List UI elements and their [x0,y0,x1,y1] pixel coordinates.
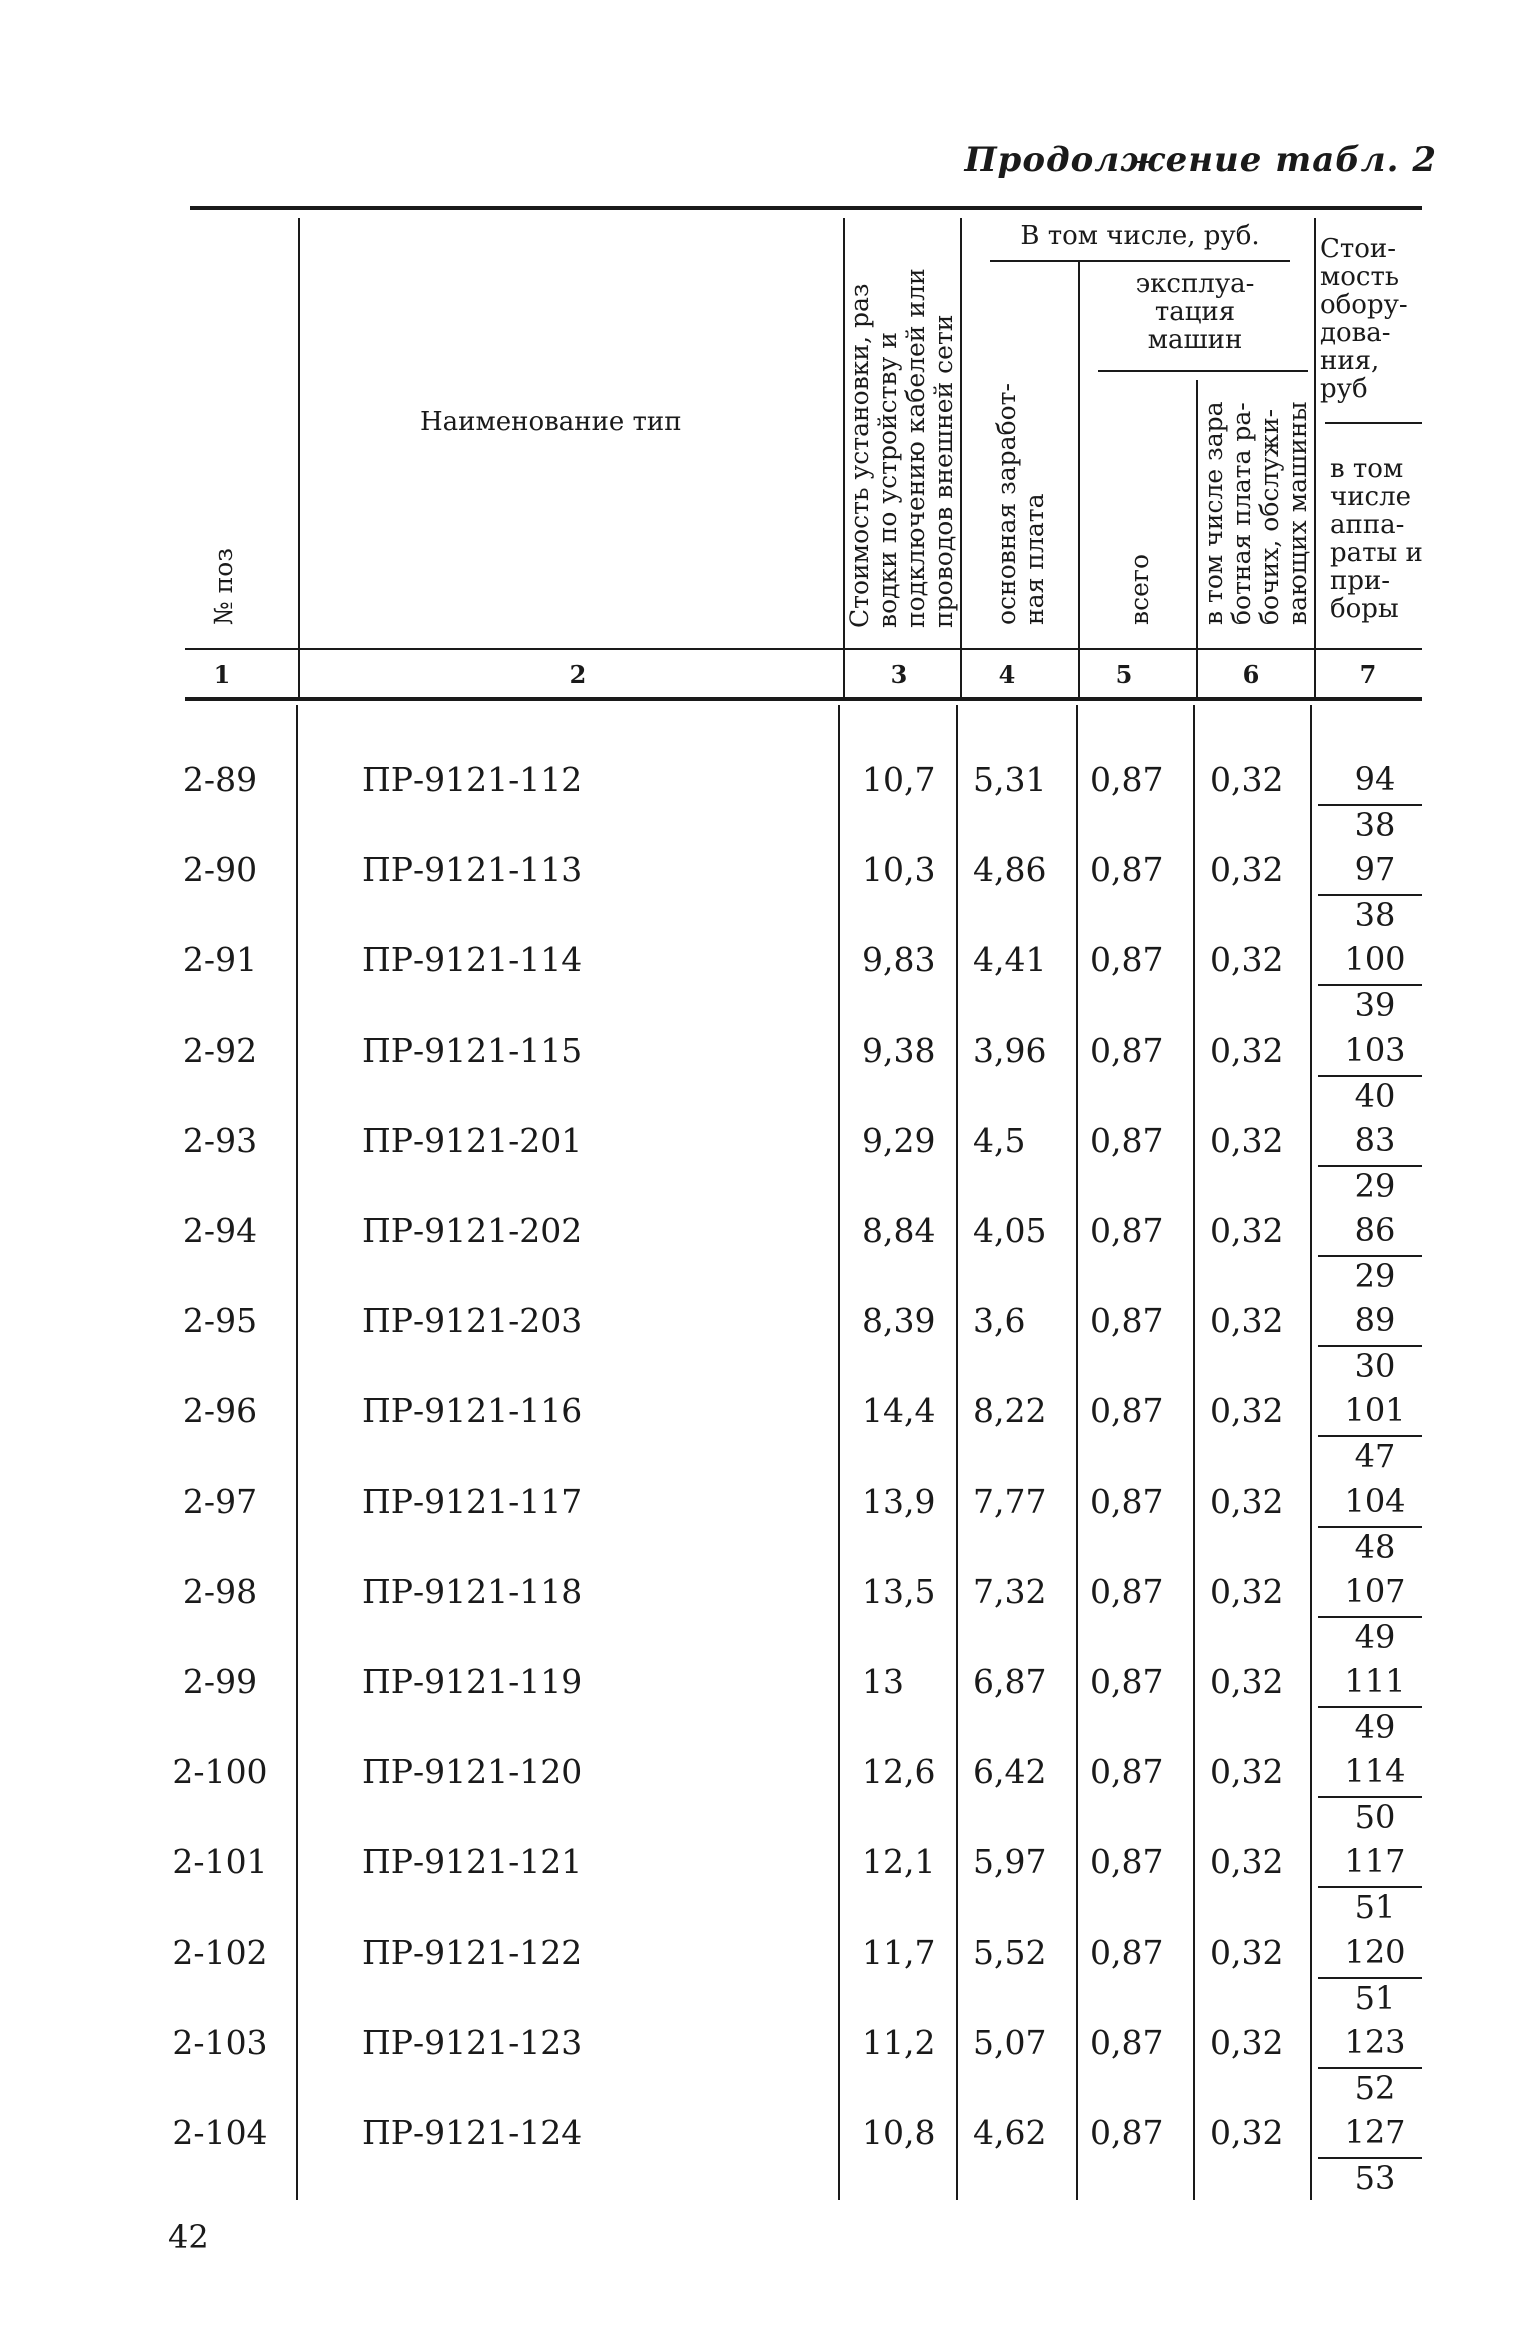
body-divider [1310,705,1312,2200]
cell-type-name: ПР-9121-124 [362,2113,583,2152]
cell-position: 2-93 [182,1120,258,1160]
cell-base-wages: 5,97 [973,1842,1047,1882]
cell-type-name: ПР-9121-123 [362,2022,583,2062]
cell-machines-workers-wages: 0,32 [1210,940,1284,980]
column-number: 5 [1115,660,1133,689]
cell-machines-total: 0,87 [1090,1932,1164,1972]
page-number: 42 [168,2218,209,2256]
cell-machines-total: 0,87 [1090,940,1164,980]
cell-instruments-cost: 30 [1354,1347,1396,1386]
cell-instruments-cost: 40 [1354,1076,1396,1115]
header-col7-instruments: в том числе аппа- раты и при- боры [1330,454,1423,624]
cell-instruments-cost: 39 [1354,986,1396,1025]
cell-installation-cost: 11,2 [862,2022,936,2062]
cell-machines-total: 0,87 [1090,1211,1164,1250]
header-col6-workers-wages: в том числе зара ботная плата ра- бочих, обслужи- вающих машины [1199,401,1312,625]
cell-equipment-cost: 94 [1354,760,1396,798]
header-col1-pos: № поз [209,548,238,625]
cell-type-name: ПР-9121-117 [362,1481,583,1521]
cell-equipment-cost: 117 [1344,1842,1406,1881]
cell-position: 2-91 [182,940,258,980]
cell-instruments-cost: 50 [1354,1798,1396,1837]
cell-equipment-cost: 111 [1344,1662,1406,1700]
cell-instruments-cost: 29 [1354,1257,1396,1295]
header-col4-wages: основная заработ- ная плата [992,383,1049,625]
cell-position: 2-95 [182,1301,258,1341]
body-divider [956,705,958,2200]
cell-machines-total: 0,87 [1090,1752,1164,1792]
cell-type-name: ПР-9121-119 [362,1662,583,1701]
cell-machines-total: 0,87 [1090,2113,1164,2152]
cell-position: 2-101 [172,1842,268,1882]
column-number: 3 [890,660,908,689]
cell-installation-cost: 13,9 [862,1481,936,1521]
body-divider [296,705,298,2200]
cell-installation-cost: 9,83 [862,940,936,980]
cell-machines-total: 0,87 [1090,2022,1164,2062]
cell-machines-workers-wages: 0,32 [1210,1752,1284,1792]
cell-installation-cost: 13,5 [862,1571,936,1611]
cell-installation-cost: 10,7 [862,760,936,799]
cell-base-wages: 6,42 [973,1752,1047,1792]
cell-machines-workers-wages: 0,32 [1210,1211,1284,1250]
header-col7-equipment-cost: Стои- мость обору- дова- ния, руб [1320,234,1408,404]
cell-machines-total: 0,87 [1090,1391,1164,1431]
cell-equipment-cost: 107 [1344,1571,1406,1610]
cell-installation-cost: 13 [862,1662,904,1701]
cell-installation-cost: 12,6 [862,1752,936,1792]
cell-type-name: ПР-9121-120 [362,1752,583,1792]
cell-installation-cost: 8,84 [862,1211,936,1250]
cell-position: 2-99 [182,1662,258,1701]
cell-position: 2-89 [182,760,258,799]
cell-machines-workers-wages: 0,32 [1210,1662,1284,1701]
header-top-rule [190,206,1422,210]
cell-instruments-cost: 51 [1354,1888,1396,1927]
cell-type-name: ПР-9121-202 [362,1211,583,1250]
body-divider [1193,705,1195,2200]
cell-base-wages: 5,52 [973,1932,1047,1972]
cell-installation-cost: 12,1 [862,1842,936,1882]
header-bottom-rule [185,648,1422,650]
cell-installation-cost: 9,38 [862,1030,936,1070]
cell-machines-total: 0,87 [1090,760,1164,799]
cell-machines-total: 0,87 [1090,1481,1164,1521]
cell-base-wages: 5,31 [973,760,1047,799]
cell-type-name: ПР-9121-203 [362,1301,583,1341]
cell-machines-workers-wages: 0,32 [1210,1571,1284,1611]
cell-equipment-cost: 83 [1354,1120,1396,1159]
cell-machines-total: 0,87 [1090,1662,1164,1701]
column-number: 1 [213,660,231,689]
cell-machines-workers-wages: 0,32 [1210,1932,1284,1972]
cell-installation-cost: 10,8 [862,2113,936,2152]
cell-instruments-cost: 38 [1354,806,1396,844]
machines-header-rule [1098,370,1308,372]
cell-instruments-cost: 38 [1354,896,1396,935]
cell-position: 2-96 [182,1391,258,1431]
cell-equipment-cost: 104 [1344,1481,1406,1520]
cell-type-name: ПР-9121-114 [362,940,583,980]
header-group-label: В том числе, руб. [1020,221,1260,251]
cell-type-name: ПР-9121-201 [362,1120,583,1160]
column-number: 7 [1359,660,1377,689]
cell-position: 2-92 [182,1030,258,1070]
cell-type-name: ПР-9121-118 [362,1571,583,1611]
cell-equipment-cost: 101 [1344,1391,1406,1430]
cell-machines-workers-wages: 0,32 [1210,1120,1284,1160]
cell-position: 2-104 [172,2113,268,2152]
body-divider [838,705,840,2200]
cell-type-name: ПР-9121-115 [362,1030,583,1070]
cell-base-wages: 3,6 [973,1301,1026,1341]
cell-equipment-cost: 120 [1344,1932,1406,1971]
column-number: 6 [1242,660,1260,689]
cell-instruments-cost: 52 [1354,2068,1396,2107]
cell-machines-workers-wages: 0,32 [1210,1481,1284,1521]
cell-machines-workers-wages: 0,32 [1210,2113,1284,2152]
column-number: 2 [569,660,587,689]
cell-base-wages: 4,41 [973,940,1047,980]
cell-machines-total: 0,87 [1090,1301,1164,1341]
cell-position: 2-98 [182,1571,258,1611]
header-col5-total: всего [1125,553,1154,625]
cell-base-wages: 5,07 [973,2022,1047,2062]
col7-split-rule [1325,422,1422,424]
cell-base-wages: 7,32 [973,1571,1047,1611]
cell-position: 2-103 [172,2022,268,2062]
cell-instruments-cost: 53 [1354,2159,1396,2197]
cell-type-name: ПР-9121-113 [362,850,583,890]
cell-position: 2-90 [182,850,258,890]
header-divider [1078,262,1080,698]
cell-type-name: ПР-9121-121 [362,1842,583,1882]
cell-equipment-cost: 100 [1344,940,1406,979]
cell-machines-workers-wages: 0,32 [1210,1030,1284,1070]
cell-instruments-cost: 29 [1354,1166,1396,1205]
header-divider [1314,218,1316,698]
header-divider [298,218,300,698]
header-divider [960,218,962,698]
cell-equipment-cost: 97 [1354,850,1396,889]
cell-equipment-cost: 89 [1354,1301,1396,1340]
cell-machines-workers-wages: 0,32 [1210,760,1284,799]
cell-base-wages: 3,96 [973,1030,1047,1070]
header-machines-label: эксплуа- тация машин [1135,269,1255,355]
cell-equipment-cost: 103 [1344,1030,1406,1069]
cell-position: 2-100 [172,1752,268,1792]
colnum-bottom-rule [185,697,1422,701]
cell-machines-workers-wages: 0,32 [1210,2022,1284,2062]
cell-machines-total: 0,87 [1090,1842,1164,1882]
cell-base-wages: 4,86 [973,850,1047,890]
cell-base-wages: 8,22 [973,1391,1047,1431]
cell-instruments-cost: 47 [1354,1437,1396,1476]
body-divider [1076,705,1078,2200]
cell-machines-total: 0,87 [1090,1030,1164,1070]
cell-machines-workers-wages: 0,32 [1210,1842,1284,1882]
cell-machines-workers-wages: 0,32 [1210,1301,1284,1341]
cell-equipment-cost: 114 [1344,1752,1406,1791]
cell-base-wages: 6,87 [973,1662,1047,1701]
cell-type-name: ПР-9121-122 [362,1932,583,1972]
cell-position: 2-102 [172,1932,268,1972]
cell-type-name: ПР-9121-112 [362,760,583,799]
header-col2-name: Наименование тип [420,407,682,437]
cell-base-wages: 4,62 [973,2113,1047,2152]
cell-instruments-cost: 49 [1354,1708,1396,1746]
cell-equipment-cost: 123 [1344,2022,1406,2061]
cell-type-name: ПР-9121-116 [362,1391,583,1431]
cell-base-wages: 4,05 [973,1211,1047,1250]
cell-instruments-cost: 51 [1354,1978,1396,2017]
group-header-rule [990,260,1290,262]
cell-position: 2-94 [182,1211,258,1250]
cell-instruments-cost: 48 [1354,1527,1396,1566]
table-continuation-title: Продолжение табл. 2 [964,140,1437,180]
header-divider [1196,380,1198,698]
cell-equipment-cost: 127 [1344,2113,1406,2151]
cell-base-wages: 7,77 [973,1481,1047,1521]
cell-installation-cost: 11,7 [862,1932,936,1972]
cell-equipment-cost: 86 [1354,1211,1396,1249]
cell-machines-total: 0,87 [1090,1571,1164,1611]
cell-installation-cost: 10,3 [862,850,936,890]
cell-machines-workers-wages: 0,32 [1210,1391,1284,1431]
cell-installation-cost: 9,29 [862,1120,936,1160]
cell-installation-cost: 14,4 [862,1391,936,1431]
cell-machines-workers-wages: 0,32 [1210,850,1284,890]
cell-installation-cost: 8,39 [862,1301,936,1341]
column-number: 4 [998,660,1016,689]
cell-base-wages: 4,5 [973,1120,1026,1160]
cell-instruments-cost: 49 [1354,1617,1396,1656]
cell-position: 2-97 [182,1481,258,1521]
cell-machines-total: 0,87 [1090,1120,1164,1160]
cell-machines-total: 0,87 [1090,850,1164,890]
header-col3-cost: Стоимость установки, раз водки по устройству и подключению кабелей или проводов внешней сети [845,268,958,628]
